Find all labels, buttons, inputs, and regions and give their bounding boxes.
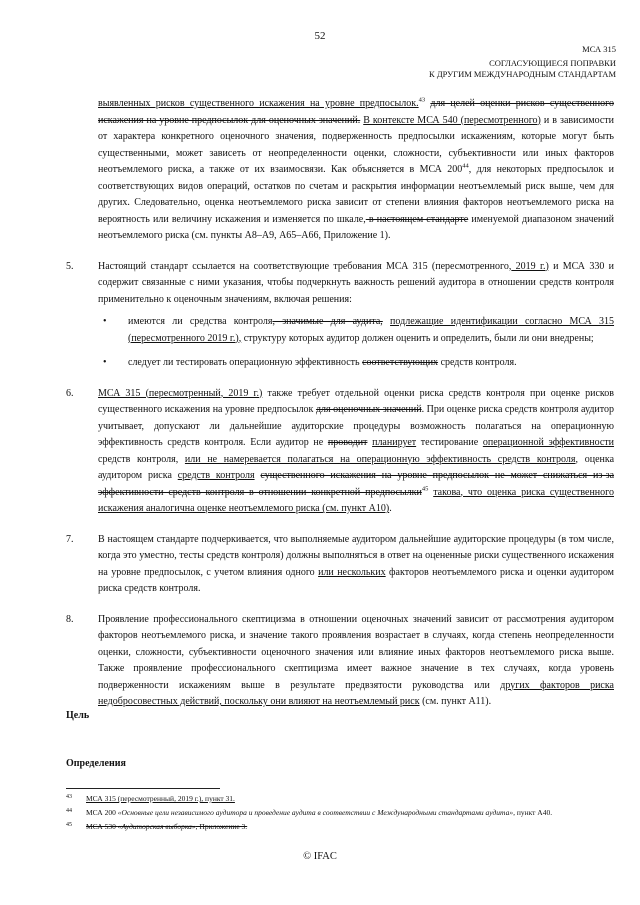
inserted-text: выявленных рисков существенного искажения на уровне предпосылок. <box>98 98 419 109</box>
paragraph-5 <box>66 259 614 309</box>
text-run: средств контроля. <box>438 357 517 368</box>
text-run: тестирование <box>416 437 483 448</box>
footnote-divider <box>66 788 220 789</box>
paragraph-number: 7. <box>66 533 74 545</box>
text-run: , для некоторых предпосылок и соответствующих видов операций, остатков по счетам и раскрытия информации неотъемлемый риск выше, чем для других. Следовательно, оценка неотъемлемого риска зависит от степени влияния факторов неотъемлемого риска на вероятность или величину искажения и изменяется по шкале, <box>98 164 614 225</box>
inserted-text: других факторов риска недобросовестных действий, поскольку они влияют на неотъемлемый риск <box>98 679 614 707</box>
inserted-text: 2019 г.) <box>511 260 549 272</box>
paragraph-number: 8. <box>66 613 74 625</box>
running-header <box>429 58 616 80</box>
footnote-title: «Аудиторская выборка» <box>117 822 196 831</box>
footnote-45 <box>66 821 614 832</box>
bullet-item <box>66 314 614 347</box>
deleted-text: соответствующих <box>362 357 439 368</box>
text-run: и МСА 330 и содержит связанные с ними указания, чтобы подчеркнуть важность решений аудитора в отношении средств контроля применительно к оценочным значениям, включая решения: <box>98 260 614 305</box>
text-run: (см. пункт А11). <box>419 696 492 707</box>
inserted-text: такова, что оценка риска существенного искажения аналогична оценке неотъемлемого риска (см. пункт А10) <box>98 486 614 514</box>
footnote-text: МСА 200 <box>86 808 118 817</box>
footnote-number: 44 <box>66 808 72 814</box>
page-number: 52 <box>314 30 326 42</box>
footnotes <box>66 793 614 832</box>
footnote-text: , Приложение 3. <box>195 822 248 831</box>
text-run: . <box>389 503 392 514</box>
deleted-text: существенного искажения на уровне предпосылок не может снижаться из-за эффективности средств контроля в отношении конкретной предпосылки <box>98 470 615 498</box>
paragraph-7 <box>66 532 614 598</box>
paragraph-number: 5. <box>66 260 74 272</box>
inserted-text: операционной эффективности <box>482 437 615 448</box>
text-run: именуемой диапазоном значений неотъемлемого риска (см. пункты А8–А9, А65–А66, Приложение 1). <box>98 213 614 241</box>
footnote-text: МСА 315 (пересмотренный, 2019 г.), пункт 31. <box>86 794 235 803</box>
footnote-ref-43: 43 <box>418 96 426 104</box>
inserted-text: МСА 315 (пересмотренный, 2019 г.) <box>98 387 263 399</box>
footnote-number: 43 <box>66 794 72 800</box>
running-header-line-2: К ДРУГИМ МЕЖДУНАРОДНЫМ СТАНДАРТАМ <box>429 69 616 79</box>
body-text <box>66 96 614 711</box>
footnote-ref-45: 45 <box>421 485 429 493</box>
footnote-44 <box>66 807 614 818</box>
footnote-title: «Основные цели независимого аудитора и проведение аудита в соответствии с Международными стандартами аудита» <box>117 808 514 817</box>
deleted-text: для целей оценки рисков существенного искажения на уровне предпосылок для оценочных значений. <box>98 98 614 126</box>
footnote-number: 45 <box>66 822 72 828</box>
text-run: Проявление профессионального скептицизма в отношении оценочных значений зависит от рассмотрения аудитором факторов неотъемлемого риска, и значение такого проявления возрастает в случаях, когда степень неопределенности оценки, сложности, субъективности оценочного значения или влияние иных факторов неотъемлемого риска выше. Также проявление профессионального скептицизма имеет важное значение в тех случаях, когда уровень подверженности искажениям выше в результате предвзятости руководства или <box>98 613 614 691</box>
text-run: и в зависимости от характера конкретного оценочного значения, подверженность предпосылки искажениям, которые могут быть существенными, может зависеть от неопределенности оценки, сложности, субъективности или иных факторов неотъемлемого риска, а также от их взаимосвязи. Как объясняется в МСА 200 <box>98 114 614 175</box>
footnote-43 <box>66 793 614 804</box>
text-run: Настоящий стандарт ссылается на соответствующие требования МСА 315 (пересмотренного, <box>98 260 512 272</box>
paragraph-number: 6. <box>66 387 74 399</box>
text-run: следует ли тестировать операционную эффективность <box>128 357 363 368</box>
paragraph-6 <box>66 386 614 518</box>
inserted-text: подлежащие идентификации согласно МСА 315 (пересмотренного 2019 г.), <box>128 316 615 344</box>
inserted-text: средств контроля <box>177 470 255 481</box>
doc-code: МСА 315 <box>582 44 616 54</box>
paragraph-8 <box>66 612 614 711</box>
intro-paragraph <box>98 96 614 245</box>
text-run: факторов неотъемлемого риска и оценки аудитором риска средств контроля. <box>98 566 615 594</box>
deleted-text: , значимые для аудита, <box>272 316 383 327</box>
bullet-icon: • <box>103 316 107 327</box>
text-run: средств контроля, <box>98 453 185 465</box>
deleted-text: в настоящем стандарте <box>365 213 469 225</box>
section-heading-goal: Цель <box>66 710 90 721</box>
footnote-text: , пункт А40. <box>513 808 553 817</box>
text-run: В настоящем стандарте подчеркивается, что выполняемые аудитором дальнейшие аудиторские процедуры (в том числе, когда это уместно, тесты средств контроля) должны выполняться в ответ на оцененные риски существенного искажения на уровне предпосылок, с учетом влияния одного <box>98 533 614 578</box>
text-run: оценка аудитором риска <box>98 453 615 481</box>
inserted-text: В контексте МСА 540 (пересмотренного) <box>363 114 541 126</box>
text-run: структуру которых аудитор должен оценить и определить, были ли они внедрены; <box>241 332 594 344</box>
footnote-text: МСА 530 <box>86 822 118 831</box>
text-run: . При оценке риска средств контроля аудитор учитывает, допускают ли дальнейшие аудиторские процедуры возможность полагаться на операционную эффективность средств контроля. Если аудитор не <box>98 404 614 448</box>
footer-copyright: © IFAC <box>303 851 337 862</box>
inserted-text: планирует <box>372 437 417 448</box>
text-run: также требует отдельной оценки риска средств контроля при оценке рисков существенного искажения на уровне предпосылок <box>98 387 614 415</box>
deleted-text: проводит <box>327 437 368 448</box>
inserted-text: или не намеревается полагаться на операционную эффективность средств контроля, <box>184 453 579 465</box>
text-run: имеются ли средства контроля <box>128 316 273 327</box>
text-run <box>383 316 390 327</box>
running-header-line-1: СОГЛАСУЮЩИЕСЯ ПОПРАВКИ <box>489 58 616 68</box>
bullet-item <box>66 355 614 372</box>
inserted-text: или нескольких <box>318 566 386 578</box>
bullet-icon: • <box>103 357 107 368</box>
section-heading-definitions: Определения <box>66 758 126 769</box>
deleted-text: для оценочных значений <box>315 404 422 415</box>
footnote-ref-44: 44 <box>462 162 469 170</box>
